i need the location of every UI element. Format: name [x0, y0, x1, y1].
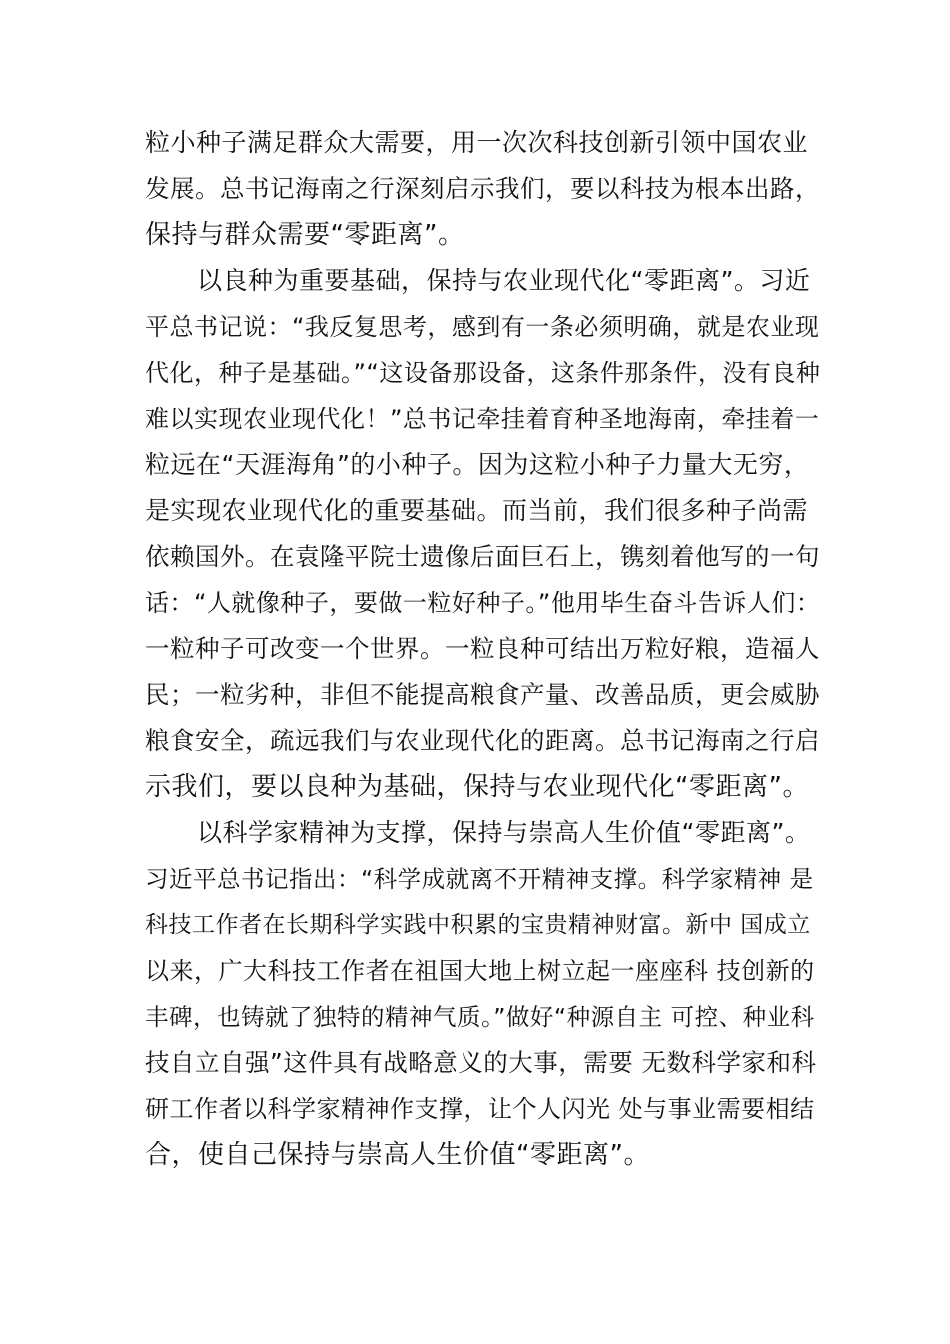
- text-line: 粒远在“天涯海角”的小种子。因为这粒小种子力量大无穷，: [145, 450, 810, 479]
- text-line: 习近平总书记指出：“科学成就离不开精神支撑。科学家精神 是: [145, 865, 814, 893]
- paragraph-heading-line: 以良种为重要基础，保持与农业现代化“零距离”。习近: [197, 266, 811, 295]
- text-line: 依赖国外。在袁隆平院士遗像后面巨石上，镌刻着他写的一句: [145, 542, 820, 571]
- text-line: 难以实现农业现代化！”总书记牵挂着育种圣地海南，牵挂着一: [145, 405, 820, 433]
- text-line: 粮食安全，疏远我们与农业现代化的距离。总书记海南之行启: [145, 726, 820, 755]
- text-line: 示我们，要以良种为基础，保持与农业现代化“零距离”。: [145, 772, 809, 802]
- text-line: 丰碑，也铸就了独特的精神气质。”做好“种源自主 可控、种业科: [145, 1003, 815, 1031]
- text-line: 一粒种子可改变一个世界。一粒良种可结出万粒好粮，造福人: [145, 634, 820, 663]
- text-line: 民；一粒劣种，非但不能提高粮食产量、改善品质，更会威胁: [145, 680, 820, 709]
- text-line: 以来，广大科技工作者在祖国大地上树立起一座座科 技创新的: [145, 957, 815, 985]
- text-line: 代化，种子是基础。”“这设备那设备，这条件那条件，没有良种: [145, 359, 821, 387]
- text-line: 保持与群众需要“零距离”。: [145, 220, 465, 250]
- text-line: 话：“人就像种子，要做一粒好种子。”他用毕生奋斗告诉人们：: [145, 589, 821, 617]
- paragraph-heading-line: 以科学家精神为支撑，保持与崇高人生价值“零距离”。: [197, 818, 811, 847]
- text-line: 粒小种子满足群众大需要，用一次次科技创新引领中国农业: [145, 128, 809, 157]
- text-line: 技自立自强”这件具有战略意义的大事，需要 无数科学家和科: [145, 1048, 817, 1077]
- text-line: 科技工作者在长期科学实践中积累的宝贵精神财富。新中 国成立: [145, 912, 811, 938]
- text-line: 研工作者以科学家精神作支撑，让个人闪光 处与事业需要相结: [145, 1095, 815, 1123]
- text-line: 平总书记说：“我反复思考，感到有一条必须明确，就是农业现: [145, 313, 820, 341]
- text-line: 发展。总书记海南之行深刻启示我们，要以科技为根本出路，: [145, 174, 820, 203]
- text-line: 是实现农业现代化的重要基础。而当前，我们很多种子尚需: [145, 496, 809, 525]
- text-line: 合，使自己保持与崇高人生价值“零距离”。: [145, 1140, 650, 1170]
